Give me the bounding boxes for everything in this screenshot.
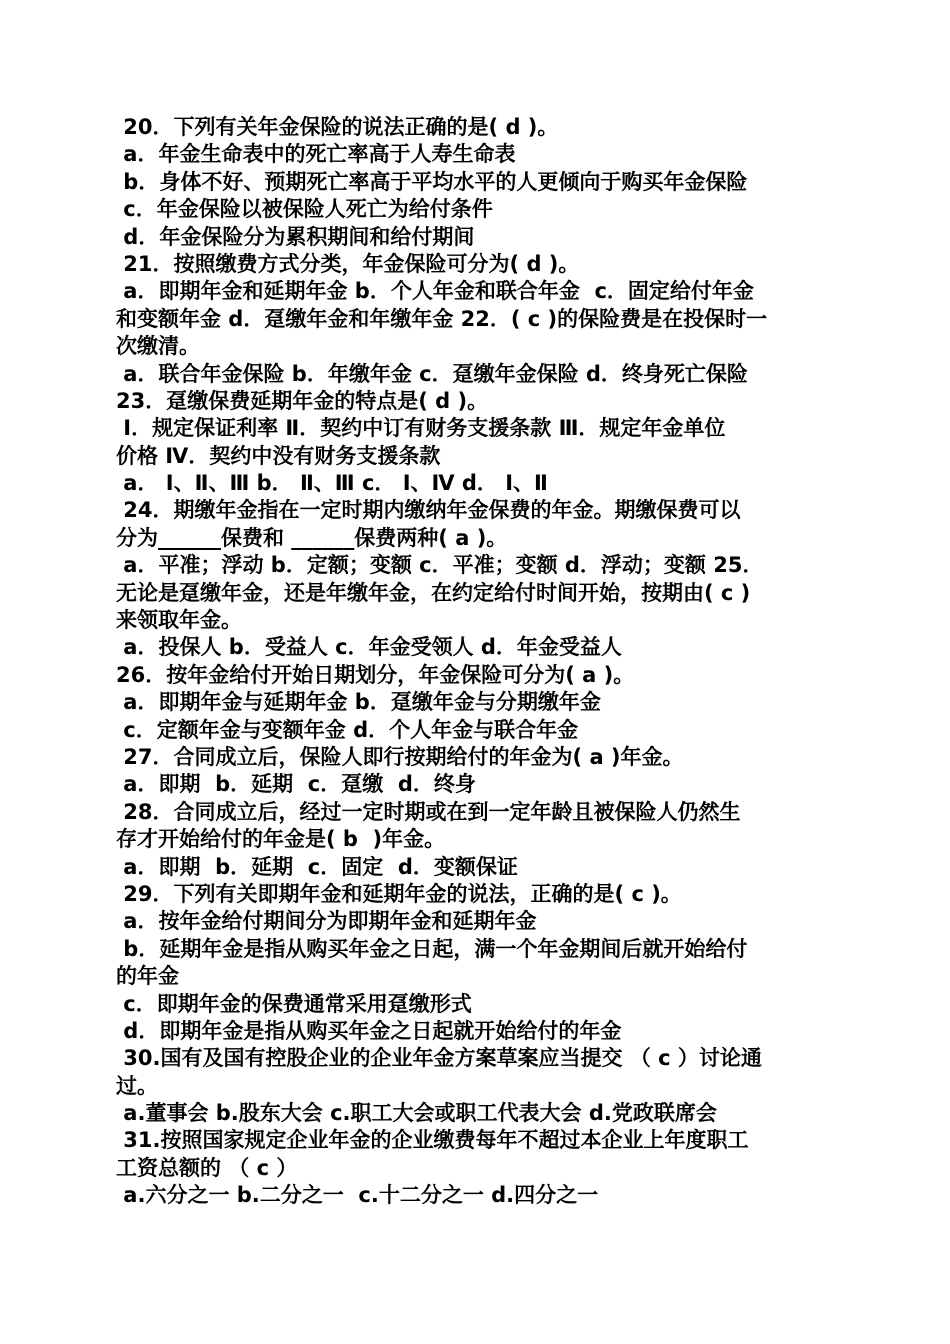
text-line: 分为______保费和 ______保费两种( a )。 xyxy=(116,525,508,550)
text-line: a．按年金给付期间分为即期年金和延期年金 xyxy=(116,909,537,934)
text-line: 工资总额的 （ c ） xyxy=(116,1155,298,1180)
text-line: a．联合年金保险 b．年缴年金 c．趸缴年金保险 d．终身死亡保险 xyxy=(116,361,748,386)
text-line: a.董事会 b.股东大会 c.职工大会或职工代表大会 d.党政联席会 xyxy=(116,1101,717,1126)
text-line: a．即期年金与延期年金 b．趸缴年金与分期缴年金 xyxy=(116,690,601,715)
text-line: 过。 xyxy=(116,1073,158,1098)
text-line: 30.国有及国有控股企业的企业年金方案草案应当提交 （ c ）讨论通 xyxy=(116,1046,762,1071)
text-line: 价格 Ⅳ．契约中没有财务支援条款 xyxy=(116,443,441,468)
text-line: 20．下列有关年金保险的说法正确的是( d )。 xyxy=(116,115,559,139)
text-line: a．即期 b．延期 c．趸缴 d．终身 xyxy=(116,772,476,797)
text-line: a.六分之一 b.二分之一 c.十二分之一 d.四分之一 xyxy=(116,1183,599,1208)
text-line: 26．按年金给付开始日期划分，年金保险可分为( a )。 xyxy=(116,662,635,687)
text-line: Ⅰ．规定保证利率 Ⅱ．契约中订有财务支援条款 Ⅲ．规定年金单位 xyxy=(116,416,726,441)
text-line: 21．按照缴费方式分类，年金保险可分为( d )。 xyxy=(116,251,580,276)
text-line: 29．下列有关即期年金和延期年金的说法，正确的是( c )。 xyxy=(116,881,682,906)
text-line: c．即期年金的保费通常采用趸缴形式 xyxy=(116,991,472,1016)
text-line: a．即期年金和延期年金 b．个人年金和联合年金 c．固定给付年金 xyxy=(116,279,754,304)
text-line: 来领取年金。 xyxy=(116,608,242,633)
text-line: 27．合同成立后，保险人即行按期给付的年金为( a )年金。 xyxy=(116,744,684,769)
text-line: 次缴清。 xyxy=(116,334,200,359)
text-line: b．延期年金是指从购买年金之日起，满一个年金期间后就开始给付 xyxy=(116,936,748,961)
text-line: a．投保人 b．受益人 c．年金受领人 d．年金受益人 xyxy=(116,635,622,660)
text-line: c．年金保险以被保险人死亡为给付条件 xyxy=(116,197,493,222)
text-line: a．即期 b．延期 c．固定 d．变额保证 xyxy=(116,854,518,879)
text-line: 31.按照国家规定企业年金的企业缴费每年不超过本企业上年度职工 xyxy=(116,1128,749,1153)
text-line: c．定额年金与变额年金 d．个人年金与联合年金 xyxy=(116,717,579,742)
text-line: 23．趸缴保费延期年金的特点是( d )。 xyxy=(116,388,489,413)
text-line: a． Ⅰ、Ⅱ、Ⅲ b． Ⅱ、Ⅲ c． Ⅰ、Ⅳ d． Ⅰ、Ⅱ xyxy=(116,471,548,496)
text-line: 28．合同成立后，经过一定时期或在到一定年龄且被保险人仍然生 xyxy=(116,799,741,824)
text-line: a．平准；浮动 b．定额；变额 c．平准；变额 d．浮动；变额 25． xyxy=(116,553,764,578)
text-line: d．年金保险分为累积期间和给付期间 xyxy=(116,224,475,249)
text-line: d．即期年金是指从购买年金之日起就开始给付的年金 xyxy=(116,1018,622,1043)
text-line: b．身体不好、预期死亡率高于平均水平的人更倾向于购买年金保险 xyxy=(116,169,748,194)
text-line: a．年金生命表中的死亡率高于人寿生命表 xyxy=(116,142,516,167)
text-line: 和变额年金 d．趸缴年金和年缴年金 22．( c )的保险费是在投保时一 xyxy=(116,306,768,331)
text-line: 24．期缴年金指在一定时期内缴纳年金保费的年金。期缴保费可以 xyxy=(116,498,741,523)
text-line: 存才开始给付的年金是( b )年金。 xyxy=(116,827,446,852)
text-line: 的年金 xyxy=(116,964,179,989)
text-line: 无论是趸缴年金，还是年缴年金，在约定给付时间开始，按期由( c ) xyxy=(116,580,751,605)
document-body xyxy=(116,114,836,1210)
